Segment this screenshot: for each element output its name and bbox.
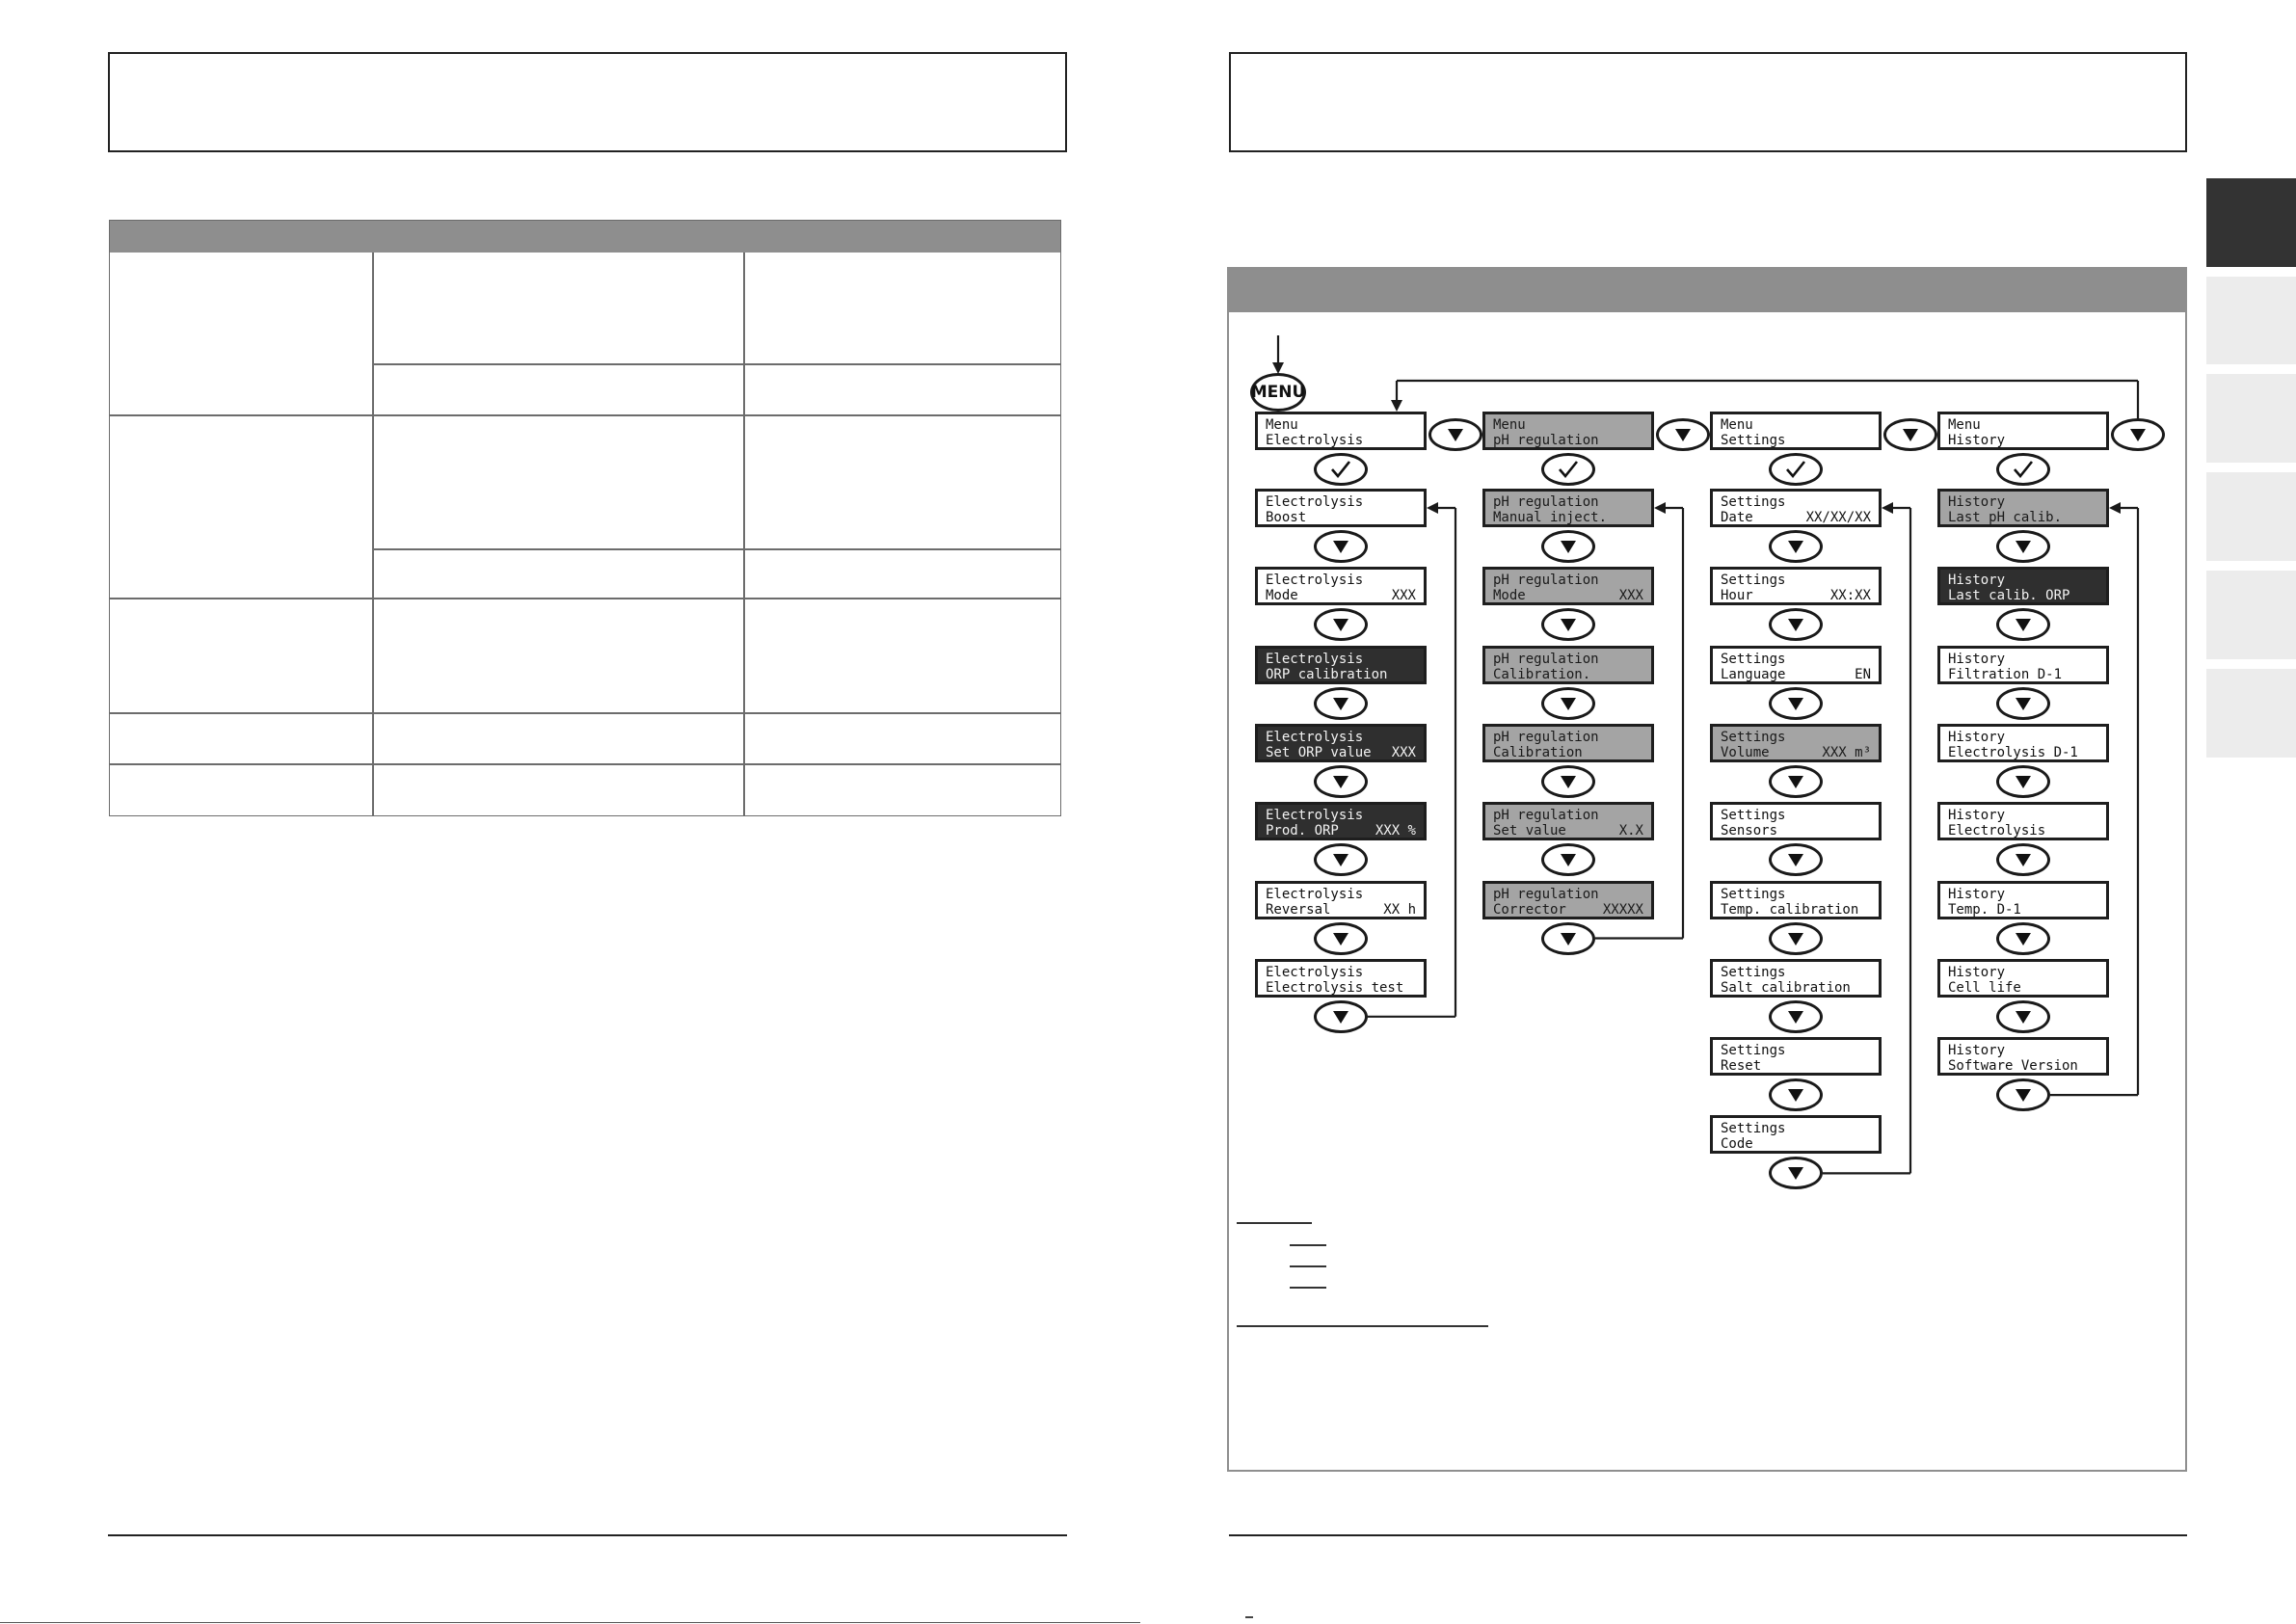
screen-line-1 [1721,887,1879,902]
screen-title: Settings [1721,729,1786,745]
submenu-screen [1937,959,2109,998]
down-arrow-icon [1784,1007,1807,1026]
screen-label: Cell life [1948,979,2021,996]
screen-label: Reversal [1266,901,1331,918]
screen-line-2 [1493,588,1651,603]
screen-line-1 [1948,652,2106,667]
down-button[interactable] [1656,418,1710,451]
screen-line-1 [1948,1043,2106,1058]
down-arrow-icon [1329,694,1352,713]
down-button[interactable] [1996,687,2050,720]
menu-screen-4 [1937,412,2109,450]
submenu-screen [1710,489,1882,527]
submenu-screen [1255,724,1427,762]
screen-line-2 [1948,433,2106,448]
screen-label: Filtration D-1 [1948,666,2063,682]
screen-line-2 [1721,510,1879,525]
submenu-screen [1482,881,1654,919]
screen-line-1 [1493,417,1651,433]
down-arrow-icon [2012,1007,2035,1026]
down-button[interactable] [1541,843,1595,876]
down-arrow-icon [1444,425,1467,444]
screen-line-1 [1493,808,1651,823]
down-arrow-icon [1784,929,1807,948]
ok-button[interactable] [1769,453,1823,486]
screen-line-1 [1493,887,1651,902]
down-button[interactable] [1314,1000,1368,1033]
screen-value: XXX [1391,588,1416,604]
screen-title: History [1948,494,2006,510]
submenu-screen [1937,1037,2109,1076]
submenu-screen [1937,802,2109,840]
screen-title: Menu [1948,417,1981,433]
screen-title: Electrolysis [1266,964,1364,980]
screen-title: pH regulation [1493,808,1599,824]
screen-label: Salt calibration [1721,979,1851,996]
submenu-screen [1710,646,1882,684]
screen-label: pH regulation [1493,433,1599,448]
screen-line-1 [1266,572,1424,588]
menu-button-label: MENU [1250,383,1306,402]
down-arrow-icon [2012,537,2035,556]
down-arrow-icon [2012,850,2035,869]
down-button[interactable] [1996,922,2050,955]
screen-line-2 [1721,823,1879,839]
right-footer-rule [1229,1534,2187,1536]
screen-line-2 [1721,433,1879,448]
down-arrow-icon [1557,537,1580,556]
screen-label: Code [1721,1136,1753,1153]
screen-line-2 [1948,1058,2106,1074]
screen-title: pH regulation [1493,886,1599,902]
submenu-screen [1710,881,1882,919]
screen-label: Temp. calibration [1721,901,1859,918]
submenu-screen [1482,802,1654,840]
screen-line-2 [1493,510,1651,525]
down-button[interactable] [1314,687,1368,720]
screen-label: Date [1721,510,1753,525]
screen-line-1 [1266,730,1424,745]
down-arrow-icon [1329,850,1352,869]
submenu-screen [1255,959,1427,998]
down-arrow-icon [1671,425,1695,444]
screen-title: History [1948,964,2006,980]
screen-line-2 [1721,980,1879,996]
down-button[interactable] [1769,1078,1823,1111]
screen-label: Volume [1721,744,1770,760]
down-arrow-icon [1784,850,1807,869]
submenu-screen [1482,567,1654,605]
screen-title: Settings [1721,1043,1786,1059]
screen-value: XXX [1618,588,1643,604]
down-button[interactable] [1883,418,1937,451]
down-button[interactable] [1314,765,1368,798]
down-button[interactable] [1428,418,1482,451]
checkmark-icon [1329,460,1352,479]
screen-label: Set value [1493,823,1566,839]
screen-label: Set ORP value [1266,744,1372,760]
screen-title: Menu [1266,417,1298,433]
submenu-screen [1482,489,1654,527]
screen-line-2 [1721,1136,1879,1152]
screen-title: History [1948,1043,2006,1059]
legend-swatch-line [1290,1265,1326,1267]
screen-title: Electrolysis [1266,494,1364,510]
screen-label: Calibration [1493,744,1583,760]
screen-line-1 [1266,494,1424,510]
screen-line-1 [1493,572,1651,588]
down-arrow-icon [1329,615,1352,634]
submenu-screen [1937,724,2109,762]
down-arrow-icon [1784,694,1807,713]
screen-line-1 [1721,417,1879,433]
down-button[interactable] [1541,765,1595,798]
down-arrow-icon [1557,929,1580,948]
screen-line-2 [1266,667,1424,682]
screen-line-2 [1266,433,1424,448]
screen-line-2 [1266,980,1424,996]
screen-title: Settings [1721,1121,1786,1137]
screen-line-1 [1266,808,1424,823]
submenu-screen [1255,489,1427,527]
screen-line-2 [1266,588,1424,603]
screen-line-1 [1721,572,1879,588]
screen-label: Mode [1266,588,1298,604]
ok-button[interactable] [1996,453,2050,486]
screen-title: Settings [1721,494,1786,510]
down-button[interactable] [1314,922,1368,955]
submenu-screen [1710,724,1882,762]
arrowhead [1427,502,1438,514]
down-arrow-icon [2012,694,2035,713]
screen-line-2 [1493,823,1651,839]
screen-label: Corrector [1493,901,1566,918]
screen-line-2 [1948,980,2106,996]
submenu-screen [1937,567,2109,605]
down-arrow-icon [1784,772,1807,791]
screen-title: pH regulation [1493,494,1599,510]
screen-line-2 [1721,745,1879,760]
screen-line-2 [1948,510,2106,525]
down-arrow-icon [1784,1163,1807,1183]
screen-label: Electrolysis test [1266,979,1404,996]
screen-line-1 [1721,652,1879,667]
screen-line-1 [1493,652,1651,667]
down-arrow-icon [2012,929,2035,948]
screen-label: Sensors [1721,823,1778,839]
screen-line-2 [1266,745,1424,760]
down-button[interactable] [1769,530,1823,563]
screen-title: Settings [1721,886,1786,902]
screen-title: Settings [1721,651,1786,667]
screen-label: Reset [1721,1058,1762,1075]
screen-line-1 [1948,887,2106,902]
submenu-screen [1710,1115,1882,1154]
screen-title: Electrolysis [1266,572,1364,589]
screen-line-2 [1721,1058,1879,1074]
down-button[interactable] [1996,843,2050,876]
checkmark-icon [2012,460,2035,479]
screen-label: Software Version [1948,1058,2078,1075]
screen-label: Last calib. ORP [1948,588,2070,604]
screen-label: Electrolysis [1266,433,1364,448]
screen-line-1 [1948,965,2106,980]
screen-value: X.X [1618,823,1643,839]
screen-label: Mode [1493,588,1526,604]
screen-line-1 [1493,730,1651,745]
screen-value: XXXXX [1602,901,1643,918]
screen-value: XXX [1391,744,1416,760]
down-arrow-icon [1329,929,1352,948]
screen-line-2 [1948,667,2106,682]
screen-label: Temp. D-1 [1948,901,2021,918]
submenu-screen [1710,802,1882,840]
down-arrow-icon [2012,772,2035,791]
screen-label: Electrolysis [1948,823,2046,839]
screen-line-1 [1266,965,1424,980]
screen-label: Hour [1721,588,1753,604]
screen-label: ORP calibration [1266,666,1388,682]
screen-title: pH regulation [1493,729,1599,745]
down-arrow-icon [2012,1085,2035,1105]
screen-label: Calibration. [1493,666,1591,682]
down-arrow-icon [1557,772,1580,791]
screen-line-2 [1493,433,1651,448]
screen-line-1 [1948,417,2106,433]
menu-screen-2 [1482,412,1654,450]
screen-line-1 [1948,808,2106,823]
screen-value: XX:XX [1829,588,1871,604]
screen-line-1 [1493,494,1651,510]
screen-line-2 [1721,667,1879,682]
down-button[interactable] [1541,530,1595,563]
screen-title: Electrolysis [1266,651,1364,667]
screen-line-1 [1948,572,2106,588]
submenu-screen [1255,881,1427,919]
screen-label: History [1948,433,2006,448]
screen-line-2 [1266,902,1424,918]
screen-title: Electrolysis [1266,886,1364,902]
screen-line-1 [1721,965,1879,980]
screen-value: XX/XX/XX [1805,510,1871,525]
submenu-screen [1937,646,2109,684]
menu-button[interactable] [1250,373,1306,412]
down-button[interactable] [1996,765,2050,798]
screen-label: Electrolysis D-1 [1948,744,2078,760]
arrowhead [1391,400,1402,412]
screen-title: Settings [1721,808,1786,824]
screen-value: EN [1855,666,1871,682]
down-button[interactable] [1996,1000,2050,1033]
screen-label: Prod. ORP [1266,823,1339,839]
screen-title: History [1948,572,2006,589]
screen-line-2 [1266,823,1424,839]
screen-line-1 [1266,652,1424,667]
screen-label: Language [1721,666,1786,682]
submenu-screen [1937,489,2109,527]
screen-title: Electrolysis [1266,808,1364,824]
screen-line-1 [1266,417,1424,433]
down-button[interactable] [1314,530,1368,563]
submenu-screen [1255,567,1427,605]
screen-title: Menu [1493,417,1526,433]
screen-line-1 [1721,730,1879,745]
down-arrow-icon [1784,1085,1807,1105]
ok-button[interactable] [1314,453,1368,486]
screen-title: History [1948,808,2006,824]
down-button[interactable] [1769,1000,1823,1033]
arrowhead [2109,502,2121,514]
screen-line-2 [1948,902,2106,918]
down-button[interactable] [1996,530,2050,563]
down-arrow-icon [2012,615,2035,634]
screen-title: pH regulation [1493,572,1599,589]
screen-title: History [1948,729,2006,745]
legend-swatch-line [1290,1244,1326,1246]
down-arrow-icon [1557,615,1580,634]
screen-line-2 [1266,510,1424,525]
screen-title: History [1948,886,2006,902]
down-button[interactable] [1769,765,1823,798]
submenu-screen [1710,1037,1882,1076]
screen-label: Manual inject. [1493,510,1608,525]
screen-line-1 [1948,494,2106,510]
screen-label: Last pH calib. [1948,510,2063,525]
submenu-screen [1255,802,1427,840]
submenu-screen [1482,646,1654,684]
arrowhead [1654,502,1666,514]
screen-line-2 [1948,823,2106,839]
arrowhead [1882,502,1893,514]
screen-line-1 [1721,1043,1879,1058]
screen-title: Menu [1721,417,1753,433]
screen-line-2 [1721,588,1879,603]
screen-line-2 [1721,902,1879,918]
screen-line-2 [1948,588,2106,603]
down-arrow-icon [1329,537,1352,556]
down-arrow-icon [1784,615,1807,634]
submenu-screen [1710,567,1882,605]
submenu-screen [1255,646,1427,684]
down-arrow-icon [1784,537,1807,556]
down-button[interactable] [1769,922,1823,955]
legend-underline [1237,1222,1312,1224]
screen-line-2 [1493,667,1651,682]
screen-line-2 [1493,902,1651,918]
checkmark-icon [1557,460,1580,479]
page-corner-mark [1245,1616,1253,1618]
menu-screen-3 [1710,412,1882,450]
screen-line-1 [1948,730,2106,745]
down-button[interactable] [1314,843,1368,876]
down-button[interactable] [2111,418,2165,451]
down-button[interactable] [1996,1078,2050,1111]
screen-label: Settings [1721,433,1786,448]
legend-underline [1237,1325,1488,1327]
screen-line-1 [1721,808,1879,823]
screen-line-1 [1721,1121,1879,1136]
screen-label: Boost [1266,510,1307,525]
down-arrow-icon [1557,694,1580,713]
down-button[interactable] [1541,687,1595,720]
down-button[interactable] [1541,922,1595,955]
submenu-screen [1710,959,1882,998]
checkmark-icon [1784,460,1807,479]
down-button[interactable] [1769,687,1823,720]
screen-title: Settings [1721,572,1786,589]
submenu-screen [1937,881,2109,919]
menu-screen-1 [1255,412,1427,450]
screen-value: XXX % [1375,823,1416,839]
submenu-screen [1482,724,1654,762]
screen-title: pH regulation [1493,651,1599,667]
screen-title: Electrolysis [1266,729,1364,745]
screen-line-2 [1493,745,1651,760]
screen-line-2 [1948,745,2106,760]
screen-title: Settings [1721,964,1786,980]
screen-value: XX h [1383,901,1416,918]
down-arrow-icon [1557,850,1580,869]
down-arrow-icon [2126,425,2149,444]
screen-line-1 [1721,494,1879,510]
down-button[interactable] [1769,843,1823,876]
legend-swatch-line [1290,1287,1326,1289]
down-arrow-icon [1899,425,1922,444]
screen-value: XXX m³ [1822,744,1871,760]
down-arrow-icon [1329,772,1352,791]
ok-button[interactable] [1541,453,1595,486]
screen-title: History [1948,651,2006,667]
screen-line-1 [1266,887,1424,902]
down-arrow-icon [1329,1007,1352,1026]
